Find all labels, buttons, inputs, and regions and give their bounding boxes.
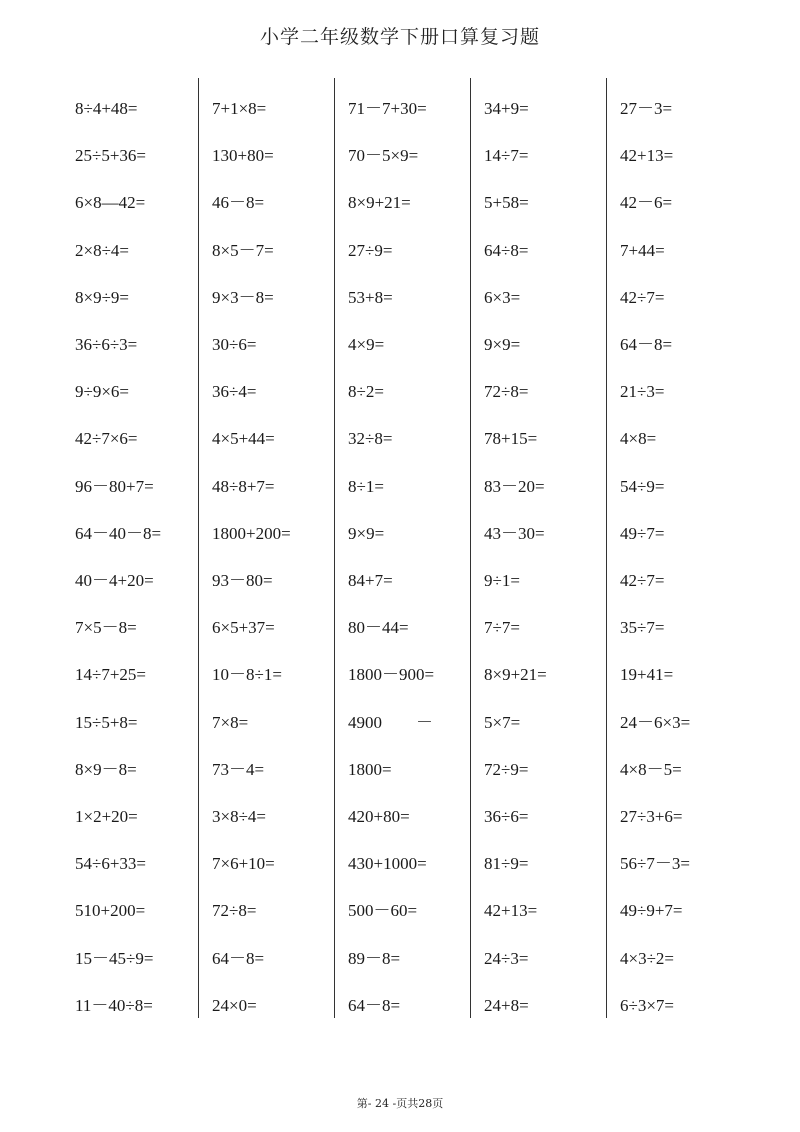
exercise-item: 5×7= xyxy=(484,712,521,732)
page-footer: 第- 24 -页共28页 xyxy=(356,1097,444,1110)
exercise-item: 6÷3×7= xyxy=(620,995,675,1015)
exercise-item: 93－80= xyxy=(212,571,273,590)
exercise-item: 9×9= xyxy=(348,523,385,543)
exercise-item: 7×6+10= xyxy=(212,854,275,874)
exercise-item: 64÷8= xyxy=(484,240,529,260)
exercise-item: 32÷8= xyxy=(348,429,393,449)
exercise-item: 5+58= xyxy=(484,193,529,213)
exercise-item: 8÷2= xyxy=(348,382,384,402)
exercise-item: 7×5－8= xyxy=(75,618,137,638)
exercise-item: 36÷6= xyxy=(484,807,529,826)
exercise-item: 54÷9= xyxy=(620,476,665,496)
exercise-item: 42÷7×6= xyxy=(75,429,138,449)
exercise-item: 8÷1= xyxy=(348,476,384,496)
exercise-item: 9÷9×6= xyxy=(75,382,130,402)
exercise-item: 46－8= xyxy=(212,193,265,213)
exercise-item: 8÷4+48= xyxy=(75,99,138,118)
exercise-item: 42÷7= xyxy=(620,287,665,307)
exercise-item: 11－40÷8= xyxy=(75,995,153,1015)
exercise-item: 27－3= xyxy=(620,99,673,118)
exercise-item: 35÷7= xyxy=(620,618,665,638)
exercise-column-3 xyxy=(334,78,471,1018)
exercise-item: 19+41= xyxy=(620,665,674,685)
exercise-item: 8×5－7= xyxy=(212,240,274,260)
exercise-item: 6×3= xyxy=(484,287,521,307)
exercise-item: 43－30= xyxy=(484,523,545,543)
exercise-item: 8×9+21= xyxy=(348,193,411,213)
exercise-item: 83－20= xyxy=(484,476,545,496)
exercise-item: 8×9－8= xyxy=(75,759,137,779)
exercise-item: 1×2+20= xyxy=(75,807,138,826)
exercise-item: 73－4= xyxy=(212,759,265,779)
exercise-item: 72÷8= xyxy=(484,382,529,402)
exercise-item: 4×8－5= xyxy=(620,759,682,779)
exercise-item: 3×8÷4= xyxy=(212,807,267,826)
exercise-item: 24×0= xyxy=(212,995,257,1015)
page-title: 小学二年级数学下册口算复习题 xyxy=(259,26,540,48)
exercise-column-1 xyxy=(62,78,198,1018)
exercise-item: 64－40－8= xyxy=(75,523,162,543)
exercise-item: 27÷3+6= xyxy=(620,807,683,826)
exercise-item: 4×3÷2= xyxy=(620,948,675,968)
exercise-column-5 xyxy=(606,78,743,1018)
exercise-item: 14÷7+25= xyxy=(75,665,147,685)
exercise-item: 64－8= xyxy=(212,948,265,968)
exercise-item: 8×9+21= xyxy=(484,665,547,685)
exercise-item: 4900 － xyxy=(348,712,433,732)
exercise-item: 84+7= xyxy=(348,571,393,590)
exercise-item: 96－80+7= xyxy=(75,476,154,496)
exercise-item: 56÷7－3= xyxy=(620,854,690,874)
exercise-item: 72÷8= xyxy=(212,901,257,921)
exercise-item: 30÷6= xyxy=(212,335,257,354)
exercise-item: 42÷7= xyxy=(620,571,665,590)
exercise-grid xyxy=(62,78,742,1018)
exercise-item: 4×5+44= xyxy=(212,429,275,449)
exercise-item: 24－6×3= xyxy=(620,712,691,732)
exercise-item: 54÷6+33= xyxy=(75,854,147,874)
exercise-item: 42+13= xyxy=(620,146,674,166)
exercise-item: 72÷9= xyxy=(484,759,529,779)
exercise-item: 430+1000= xyxy=(348,854,427,874)
exercise-item: 1800－900= xyxy=(348,665,435,685)
exercise-item: 80－44= xyxy=(348,618,409,638)
exercise-item: 48÷8+7= xyxy=(212,476,275,496)
exercise-item: 64－8= xyxy=(348,995,401,1015)
exercise-item: 1800+200= xyxy=(212,523,291,543)
exercise-item: 21÷3= xyxy=(620,382,665,402)
exercise-item: 36÷4= xyxy=(212,382,257,402)
exercise-item: 8×9÷9= xyxy=(75,287,130,307)
exercise-item: 6×8—42= xyxy=(75,193,146,213)
exercise-item: 130+80= xyxy=(212,146,274,166)
exercise-item: 24+8= xyxy=(484,995,529,1015)
exercise-item: 70－5×9= xyxy=(348,146,419,166)
exercise-item: 7+44= xyxy=(620,240,665,260)
exercise-column-2 xyxy=(198,78,335,1018)
exercise-item: 42+13= xyxy=(484,901,538,921)
exercise-item: 24÷3= xyxy=(484,948,529,968)
exercise-item: 4×9= xyxy=(348,335,385,354)
exercise-item: 9÷1= xyxy=(484,571,520,590)
exercise-item: 53+8= xyxy=(348,287,393,307)
exercise-item: 420+80= xyxy=(348,807,410,826)
exercise-item: 15－45÷9= xyxy=(75,948,154,968)
exercise-item: 27÷9= xyxy=(348,240,393,260)
exercise-item: 78+15= xyxy=(484,429,538,449)
exercise-item: 15÷5+8= xyxy=(75,712,138,732)
exercise-item: 7+1×8= xyxy=(212,99,267,118)
exercise-item: 71－7+30= xyxy=(348,99,427,118)
exercise-item: 81÷9= xyxy=(484,854,529,874)
exercise-item: 1800= xyxy=(348,759,392,779)
exercise-item: 14÷7= xyxy=(484,146,529,166)
exercise-item: 9×3－8= xyxy=(212,287,274,307)
exercise-item: 4×8= xyxy=(620,429,657,449)
exercise-column-4 xyxy=(470,78,607,1018)
exercise-item: 49÷7= xyxy=(620,523,665,543)
exercise-item: 25÷5+36= xyxy=(75,146,147,166)
exercise-item: 40－4+20= xyxy=(75,571,154,590)
exercise-item: 89－8= xyxy=(348,948,401,968)
exercise-item: 64－8= xyxy=(620,335,673,354)
exercise-item: 2×8÷4= xyxy=(75,240,130,260)
exercise-item: 34+9= xyxy=(484,99,529,118)
exercise-item: 9×9= xyxy=(484,335,521,354)
exercise-item: 36÷6÷3= xyxy=(75,335,138,354)
exercise-item: 10－8÷1= xyxy=(212,665,282,685)
exercise-item: 6×5+37= xyxy=(212,618,275,638)
exercise-item: 510+200= xyxy=(75,901,146,921)
exercise-item: 7÷7= xyxy=(484,618,520,638)
exercise-item: 49÷9+7= xyxy=(620,901,683,921)
exercise-item: 42－6= xyxy=(620,193,673,213)
exercise-item: 500－60= xyxy=(348,901,418,921)
exercise-item: 7×8= xyxy=(212,712,249,732)
